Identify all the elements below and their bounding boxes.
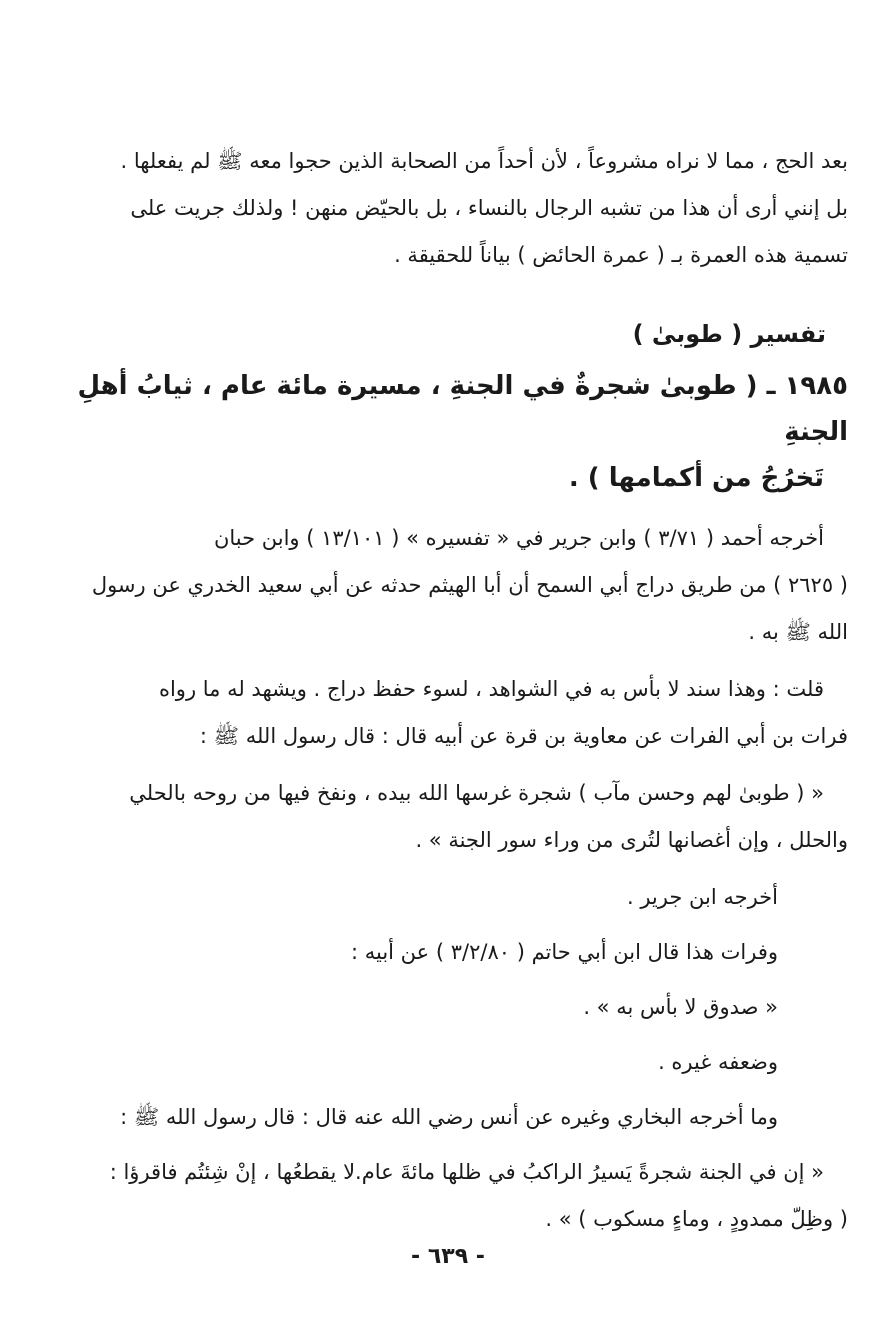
furat-line: وفرات هذا قال ابن أبي حاتم ( ٣/٢/٨٠ ) عن أبيه : xyxy=(350,940,778,964)
comment-line-1: قلت : وهذا سند لا بأس به في الشواهد ، لسوء حفظ دراج . ويشهد له ما رواه xyxy=(158,677,824,701)
ibn-jarir-line: أخرجه ابن جرير . xyxy=(626,885,778,909)
section-heading: تفسير ( طوبىٰ ) xyxy=(632,320,826,348)
page-body xyxy=(46,138,848,1243)
quote-paragraph-2 xyxy=(46,1149,848,1243)
hadith-line-1: ١٩٨٥ ـ ( طوبىٰ شجرةٌ في الجنةِ ، مسيرة مائة عام ، ثيابُ أهلِ الجنةِ xyxy=(77,371,848,447)
intro-line-1: بعد الحج ، مما لا نراه مشروعاً ، لأن أحداً من الصحابة الذين حجوا معه ﷺ لم يفعلها . xyxy=(120,149,848,173)
page-number: - ٦٣٩ - xyxy=(411,1244,485,1269)
quote1-line-2: والحلل ، وإن أغصانها لتُرى من وراء سور الجنة » . xyxy=(415,828,848,852)
intro-line-3: تسمية هذه العمرة بـ ( عمرة الحائض ) بياناً للحقيقة . xyxy=(394,243,848,267)
saduq-line: « صدوق لا بأس به » . xyxy=(583,995,778,1019)
bukhari-line: وما أخرجه البخاري وغيره عن أنس رضي الله عنه قال : قال رسول الله ﷺ : xyxy=(120,1105,778,1129)
quote2-line-2: ( وظِلّ ممدودٍ ، وماءٍ مسكوب ) » . xyxy=(545,1207,848,1231)
hadith-line-2: تَخرُجُ من أكمامها ) . xyxy=(568,463,824,493)
takhrij-line-2: ( ٢٦٢٥ ) من طريق دراج أبي السمح أن أبا الهيثم حدثه عن أبي سعيد الخدري عن رسول xyxy=(91,573,848,597)
intro-paragraph xyxy=(46,138,848,279)
takhrij-paragraph xyxy=(46,515,848,656)
comment-line-2: فرات بن أبي الفرات عن معاوية بن قرة عن أبيه قال : قال رسول الله ﷺ : xyxy=(199,724,848,748)
comment-paragraph xyxy=(46,666,848,760)
takhrij-line-3: الله ﷺ به . xyxy=(748,620,848,644)
quote1-line-1: « ( طوبىٰ لهم وحسن مآب ) شجرة غرسها الله بيده ، ونفخ فيها من روحه بالحلي xyxy=(129,781,824,805)
quote-paragraph-1 xyxy=(46,770,848,864)
weakened-line: وضعفه غيره . xyxy=(658,1050,778,1074)
hadith-text xyxy=(46,363,848,501)
takhrij-line-1: أخرجه أحمد ( ٣/٧١ ) وابن جرير في « تفسيره » ( ١٣/١٠١ ) وابن حبان xyxy=(213,526,824,550)
intro-line-2: بل إنني أرى أن هذا من تشبه الرجال بالنساء ، بل بالحيّض منهن ! ولذلك جريت على xyxy=(130,196,848,220)
quote2-line-1: « إن في الجنة شجرةً يَسيرُ الراكبُ في ظلها مائةَ عام.لا يقطعُها ، إنْ شِئتُم فاقرؤا : xyxy=(109,1160,824,1184)
